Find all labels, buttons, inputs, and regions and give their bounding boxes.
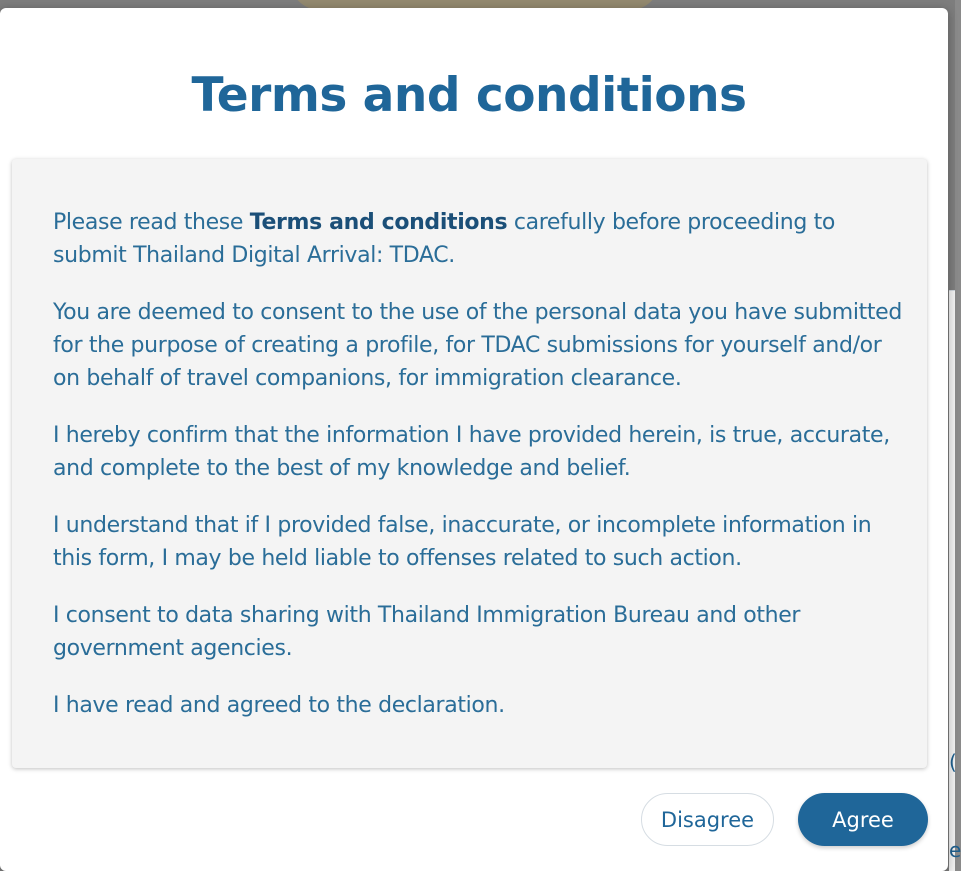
background-page-edge [949, 290, 961, 871]
intro-text-before: Please read these [53, 210, 250, 235]
terms-paragraph-data-sharing: I consent to data sharing with Thailand Immigration Bureau and other government agencies. [53, 603, 801, 661]
disagree-button[interactable]: Disagree [641, 793, 774, 846]
terms-intro-paragraph [53, 206, 903, 272]
agree-button[interactable]: Agree [798, 793, 928, 846]
background-text-fragment: e [949, 838, 961, 862]
terms-dialog [0, 8, 948, 871]
terms-paragraph-consent: You are deemed to consent to the use of the personal data you have submitted for the purpose of creating a profile, for TDAC submissions for yourself and/or on behalf of travel companions, for immigration clearance. [53, 300, 902, 391]
background-text-fragment: ( [949, 750, 957, 774]
intro-text-after: carefully before proceeding to submit Thailand Digital Arrival: TDAC. [53, 210, 835, 268]
terms-text [53, 206, 903, 746]
terms-panel [12, 159, 927, 768]
intro-emphasis: Terms and conditions [249, 210, 508, 235]
terms-paragraph-declaration: I have read and agreed to the declaration. [53, 693, 505, 718]
terms-paragraph-liability: I understand that if I provided false, inaccurate, or incomplete information in this form, I may be held liable to offenses related to such action. [53, 513, 872, 571]
dialog-title: Terms and conditions [191, 68, 747, 123]
terms-paragraph-confirm: I hereby confirm that the information I have provided herein, is true, accurate, and complete to the best of my knowledge and belief. [53, 423, 890, 481]
